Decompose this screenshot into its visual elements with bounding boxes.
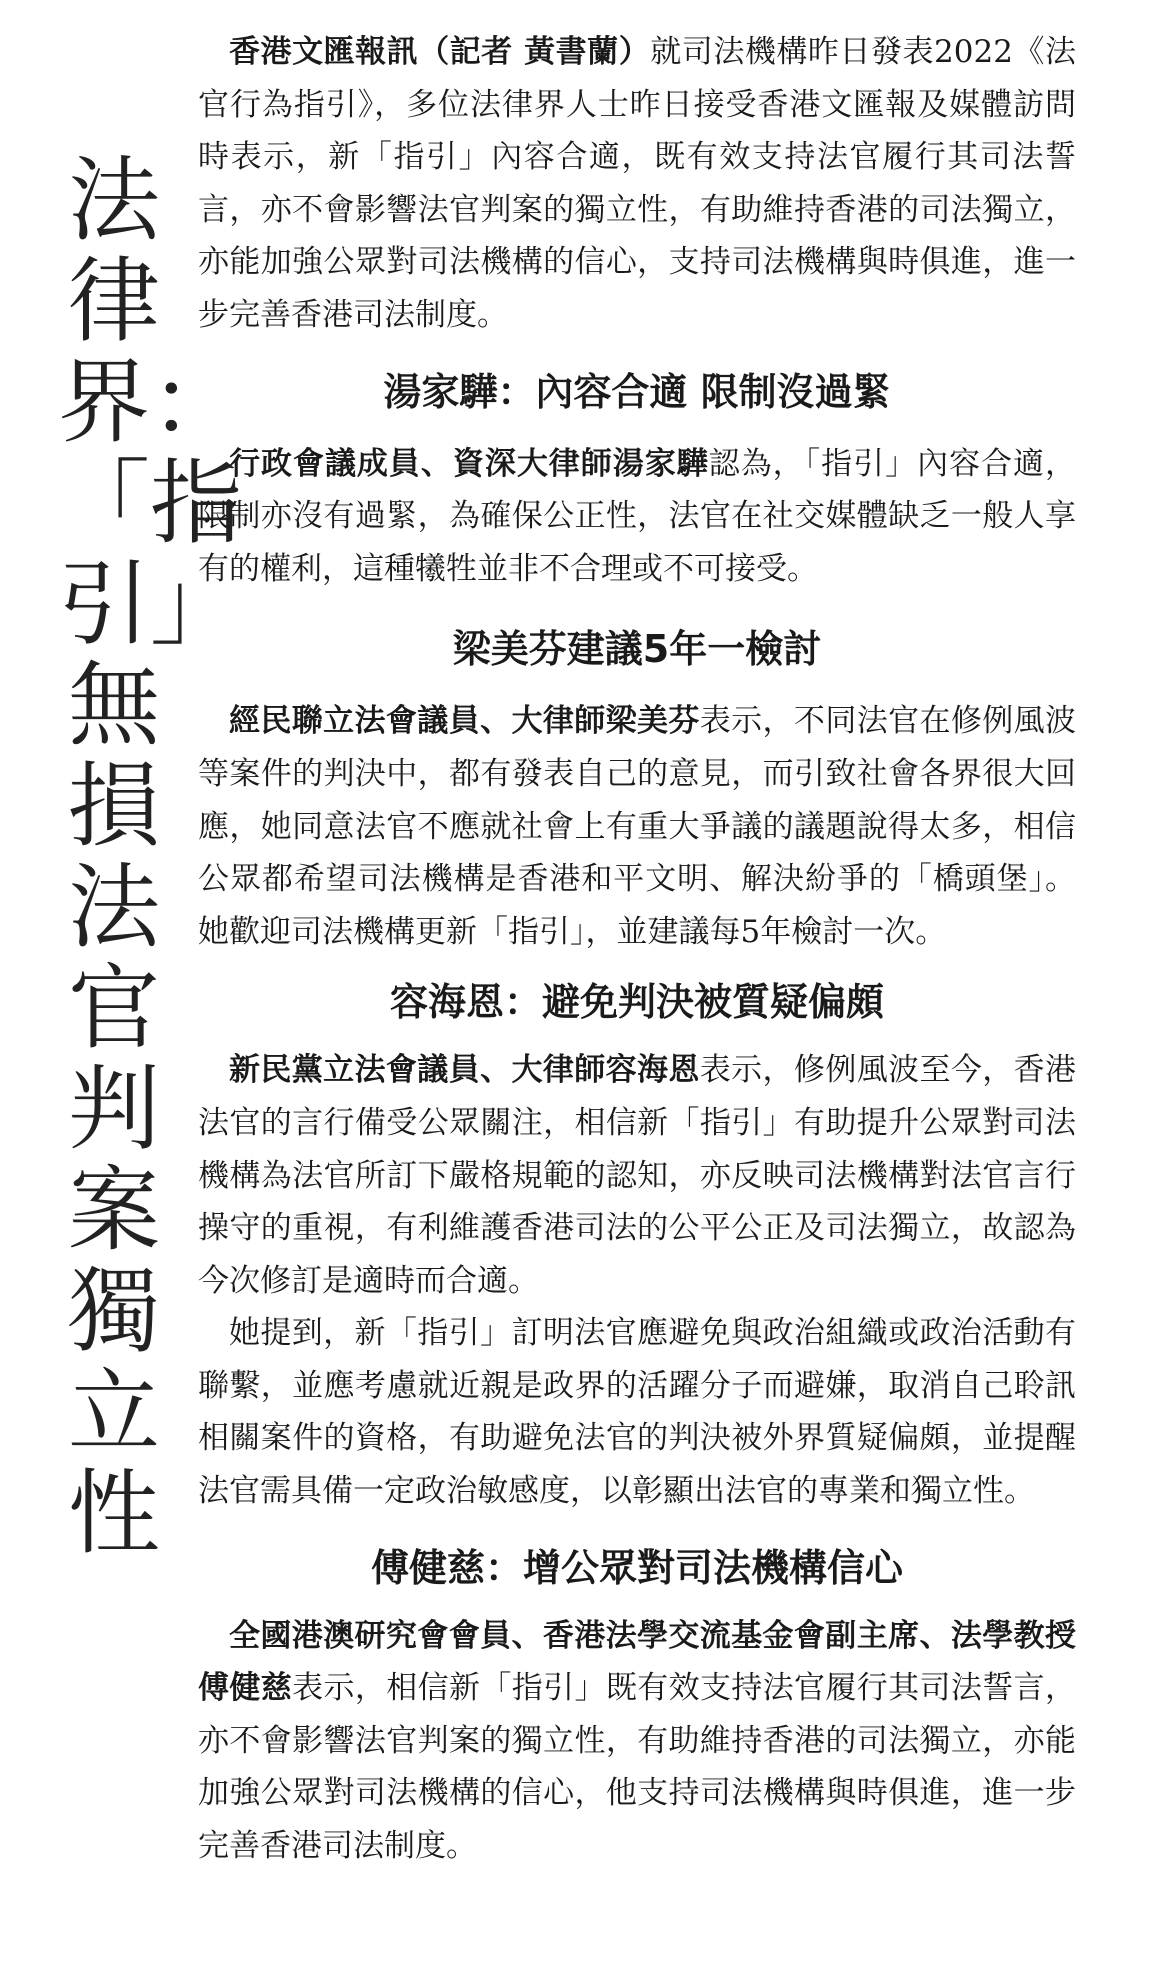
leung-text: 表示，不同法官在修例風波等案件的判決中，都有發表自己的意見，而引致社會各界很大回應，她同意法官不應就社會上有重大爭議的議題說得太多，相信公眾都希望司法機構是香港和平文明、解決紛爭的「橋頭堡」。她歡迎司法機構更新「指引」，並建議每5年檢討一次。 [198,703,1077,950]
yung-paragraph-1 [198,1044,1076,1307]
yung-text-2: 她提到，新「指引」訂明法官應避免與政治組織或政治活動有聯繫，並應考慮就近親是政界的活躍分子而避嫌，取消自己聆訊相關案件的資格，有助避免法官的判決被外界質疑偏頗，並提醒法官需具備一定政治敏感度，以彰顯出法官的專業和獨立性。 [198,1315,1076,1510]
fu-paragraph [198,1610,1076,1873]
headline: 法律界：「指引」無損法官判案獨立性 [58,147,243,1567]
subheading-leung: 梁美芬建議5年一檢討 [452,627,822,672]
yung-text-1: 表示，修例風波至今，香港法官的言行備受公眾關注，相信新「指引」有助提升公眾對司法機構為法官所訂下嚴格規範的認知，亦反映司法機構對法官言行操守的重視，有利維護香港司法的公平公正及司法獨立，故認為今次修訂是適時而合適。 [198,1052,1077,1299]
subheading-fu: 傅健慈：增公眾對司法機構信心 [370,1545,903,1590]
intro-text: 就司法機構昨日發表2022《法官行為指引》，多位法律界人士昨日接受香港文匯報及媒體訪問時表示，新「指引」內容合適，既有效支持法官履行其司法誓言，亦不會影響法官判案的獨立性，有助維持香港的司法獨立，亦能加強公眾對司法機構的信心，支持司法機構與時俱進，進一步完善香港司法制度。 [198,34,1076,333]
subheading-yung: 容海恩：避免判決被質疑偏頗 [389,980,884,1025]
leung-paragraph [198,695,1076,958]
tang-lead: 行政會議成員、資深大律師湯家驊 [229,445,709,482]
subheading-tang: 湯家驊：內容合適 限制沒過緊 [383,369,891,414]
tang-paragraph [198,438,1076,596]
tang-text: 認為，「指引」內容合適，限制亦沒有過緊，為確保公正性，法官在社交媒體缺乏一般人享有的權利，這種犧牲並非不合理或不可接受。 [198,445,1077,587]
leung-lead: 經民聯立法會議員、大律師梁美芬 [229,703,700,740]
yung-paragraph-2 [198,1307,1076,1517]
intro-lead: 香港文匯報訊（記者 黃書蘭） [229,34,651,70]
yung-lead: 新民黨立法會議員、大律師容海恩 [229,1052,700,1089]
fu-text: 表示，相信新「指引」既有效支持法官履行其司法誓言，亦不會影響法官判案的獨立性，有助維持香港的司法獨立，亦能加強公眾對司法機構的信心，他支持司法機構與時俱進，進一步完善香港司法制度。 [198,1670,1077,1865]
article-body [198,26,1076,1873]
intro-paragraph [198,26,1076,342]
fu-lead: 全國港澳研究會會員、香港法學交流基金會副主席、法學教授傅健慈 [198,1617,1076,1707]
